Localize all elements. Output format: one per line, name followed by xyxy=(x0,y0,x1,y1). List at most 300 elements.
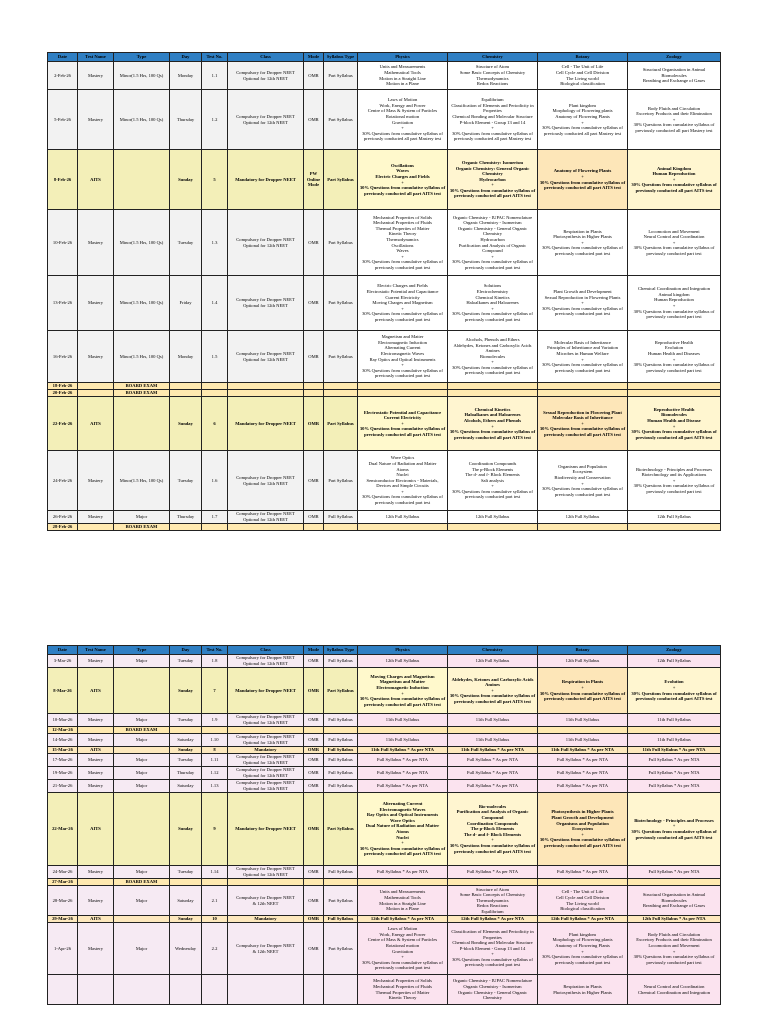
cell-botany xyxy=(538,524,628,531)
cell-mode: OMR xyxy=(304,866,324,879)
cell-type: Major xyxy=(114,886,170,916)
cell-day: Tuesday xyxy=(170,714,202,727)
cell-zoology: Neural Control and Coordination Chemical Coordination and Integration xyxy=(628,975,721,1005)
header-test-no: Test No. xyxy=(202,53,228,62)
cell-type: Major xyxy=(114,780,170,793)
cell-test-name xyxy=(78,383,114,390)
cell-class xyxy=(228,727,304,734)
cell-mode: OMR xyxy=(304,655,324,668)
cell-physics: Electrostatic Potential and Capacitance Current Electricity + 30% Questions from cumulative syllabus of previously conducted all part AITS test xyxy=(358,397,448,451)
cell-type: Minor(1.5 Hrs, 100 Qs) xyxy=(114,276,170,331)
cell-day: Tuesday xyxy=(170,210,202,276)
cell-test-no xyxy=(202,727,228,734)
cell-type xyxy=(114,747,170,754)
cell-test-no xyxy=(202,383,228,390)
cell-chemistry: 12th Full Syllabus xyxy=(448,511,538,524)
cell-test-name: AITS xyxy=(78,397,114,451)
header-zoology: Zoology xyxy=(628,646,721,655)
table-row xyxy=(48,390,721,397)
cell-day: Thursday xyxy=(170,90,202,150)
cell-mode xyxy=(304,524,324,531)
cell-day xyxy=(170,879,202,886)
cell-mode xyxy=(304,383,324,390)
cell-syllabus-type: Part Syllabus xyxy=(324,793,358,866)
cell-zoology: 12th Full Syllabus xyxy=(628,511,721,524)
schedule-table-february xyxy=(47,52,721,531)
cell-date: 12-Mar-26 xyxy=(48,727,78,734)
cell-mode: OMR xyxy=(304,210,324,276)
cell-test-name xyxy=(78,727,114,734)
cell-zoology: Body Fluids and Circulation Excretory Products and their Elimination + 30% Questions from cumulative syllabus of previously conducted all part Mastery test xyxy=(628,90,721,150)
cell-zoology: Animal Kingdom Human Reproduction + 30% Questions from cumulative syllabus of previously conducted all part AITS test xyxy=(628,150,721,210)
cell-chemistry: Chemical Kinetics Haloalkanes and Haloarenes Alcohols, Ethers and Phenols + 30% Questions from cumulative syllabus of previously conducted all part AITS test xyxy=(448,397,538,451)
cell-test-no: 8 xyxy=(202,747,228,754)
cell-test-no: 1.5 xyxy=(202,331,228,383)
cell-date: 27-Mar-26 xyxy=(48,879,78,886)
cell-botany: Organisms and Population Ecosystem Biodiversity and Conservation + 30% Questions from cumulative syllabus of previously conducted part test xyxy=(538,451,628,511)
cell-physics: Electric Charges and Fields Electrostatic Potential and Capacitance Current Electricity Moving Charges and Magnetism + 30% Questions from cumulative syllabus of previously conducted part test xyxy=(358,276,448,331)
cell-day xyxy=(170,727,202,734)
cell-botany xyxy=(538,390,628,397)
cell-syllabus-type: Part Syllabus xyxy=(324,886,358,916)
cell-type: Major xyxy=(114,655,170,668)
cell-physics: Full Syllabus * As per NTA xyxy=(358,780,448,793)
cell-zoology: Reproductive Health Evolution Human Health and Diseases + 30% Questions from cumulative syllabus of previously conducted part test xyxy=(628,331,721,383)
cell-test-no: 1.4 xyxy=(202,276,228,331)
header-syllabus-type: Syllabus Type xyxy=(324,53,358,62)
cell-type: Minor(1.5 Hrs, 100 Qs) xyxy=(114,62,170,90)
cell-botany: Respiration in Plants Photosynthesis in Higher Plants xyxy=(538,975,628,1005)
cell-mode xyxy=(304,390,324,397)
table-row xyxy=(48,397,721,451)
cell-botany: Respiration in Plants Photosynthesis in Higher Plants + 30% Questions from cumulative syllabus of previously conducted part test xyxy=(538,210,628,276)
cell-date: 5-Feb-26 xyxy=(48,90,78,150)
cell-day: Sunday xyxy=(170,793,202,866)
cell-test-name: Mastery xyxy=(78,62,114,90)
cell-class: Compulsory for Dropper NEET Optional for 12th NEET xyxy=(228,90,304,150)
cell-chemistry: Structure of Atom Some Basic Concepts of Chemistry Thermodynamics Redox Reactions xyxy=(448,62,538,90)
cell-test-name: Mastery xyxy=(78,451,114,511)
cell-test-no: 2.2 xyxy=(202,923,228,975)
table-row xyxy=(48,668,721,714)
cell-date: 28-Mar-26 xyxy=(48,886,78,916)
cell-class: Compulsory for Dropper NEET Optional for 12th NEET xyxy=(228,655,304,668)
cell-test-name: Mastery xyxy=(78,886,114,916)
cell-physics: 12th Full Syllabus * As per NTA xyxy=(358,916,448,923)
cell-day: Monday xyxy=(170,331,202,383)
cell-class: Compulsory for Dropper NEET Optional for 12th NEET xyxy=(228,511,304,524)
cell-botany: 12th Full Syllabus xyxy=(538,511,628,524)
cell-syllabus-type: Part Syllabus xyxy=(324,668,358,714)
cell-type: BOARD EXAM xyxy=(114,390,170,397)
cell-date: 10-Mar-26 xyxy=(48,714,78,727)
cell-date: 24-Feb-26 xyxy=(48,451,78,511)
cell-test-no: 1.7 xyxy=(202,511,228,524)
cell-chemistry xyxy=(448,390,538,397)
cell-botany: Full Syllabus * As per NTA xyxy=(538,767,628,780)
cell-day: Wednesday xyxy=(170,923,202,975)
table-row xyxy=(48,793,721,866)
header-botany: Botany xyxy=(538,646,628,655)
cell-test-no: 1.12 xyxy=(202,767,228,780)
cell-chemistry xyxy=(448,727,538,734)
cell-zoology: 11th Full Syllabus * As per NTA xyxy=(628,747,721,754)
cell-mode: OMR xyxy=(304,331,324,383)
cell-botany: 11th Full Syllabus xyxy=(538,714,628,727)
cell-test-name: Mastery xyxy=(78,276,114,331)
cell-mode: OMR xyxy=(304,754,324,767)
cell-physics: Moving Charges and Magnetism Magnetism and Matter Electromagnetic Induction + 30% Questions from cumulative syllabus of previously conducted all part AITS test xyxy=(358,668,448,714)
cell-test-name: AITS xyxy=(78,668,114,714)
cell-day: Tuesday xyxy=(170,866,202,879)
cell-botany: Plant kingdom Morphology of Flowering plants Anatomy of Flowering Plants + 30% Questions from cumulative syllabus of previously conducted part test xyxy=(538,923,628,975)
cell-chemistry: Full Syllabus * As per NTA xyxy=(448,754,538,767)
cell-test-no: 1.13 xyxy=(202,780,228,793)
cell-physics: 11th Full Syllabus * As per NTA xyxy=(358,747,448,754)
cell-type: Major xyxy=(114,923,170,975)
cell-physics xyxy=(358,524,448,531)
cell-botany xyxy=(538,727,628,734)
cell-mode: OMR xyxy=(304,780,324,793)
cell-syllabus-type: Part Syllabus xyxy=(324,331,358,383)
header-physics: Physics xyxy=(358,646,448,655)
table-body-1 xyxy=(48,62,721,531)
cell-chemistry: Aldehydes, Ketones and Carboxylic Acids Amines + 30% Questions from cumulative syllabus of previously conducted all part AITS test xyxy=(448,668,538,714)
cell-botany: Photosynthesis in Higher Plants Plant Growth and Development Organisms and Population Ecosystem + 30% Questions from cumulative syllabus of previously conducted all part AITS test xyxy=(538,793,628,866)
cell-zoology: Full Syllabus * As per NTA xyxy=(628,754,721,767)
cell-syllabus-type: Part Syllabus xyxy=(324,150,358,210)
table-row xyxy=(48,383,721,390)
table-row xyxy=(48,524,721,531)
cell-botany: Sexual Reproduction in Flowering Plant Molecular Basis of Inheritance + 30% Questions from cumulative syllabus of previously conducted all part AITS test xyxy=(538,397,628,451)
cell-class: Mandatory for Dropper NEET xyxy=(228,668,304,714)
cell-type xyxy=(114,793,170,866)
table-row xyxy=(48,886,721,916)
cell-chemistry xyxy=(448,879,538,886)
header-mode: Mode xyxy=(304,53,324,62)
cell-physics xyxy=(358,383,448,390)
cell-syllabus-type: Full Syllabus xyxy=(324,754,358,767)
cell-chemistry: Organic Chemistry: Isomerism Organic Chemistry: General Organic Chemistry Hydrocarbon + 30% Questions from cumulative syllabus of previously conducted all part AITS test xyxy=(448,150,538,210)
cell-class: Compulsory for Dropper NEET Optional for 12th NEET xyxy=(228,767,304,780)
header-botany: Botany xyxy=(538,53,628,62)
cell-date: 21-Mar-26 xyxy=(48,780,78,793)
cell-zoology: Evolution + 30% Questions from cumulative syllabus of previously conducted all part AITS test xyxy=(628,668,721,714)
cell-type: Major xyxy=(114,511,170,524)
cell-mode xyxy=(304,727,324,734)
cell-date: 15-Mar-26 xyxy=(48,747,78,754)
cell-botany: 11th Full Syllabus * As per NTA xyxy=(538,747,628,754)
cell-syllabus-type: Full Syllabus xyxy=(324,747,358,754)
cell-test-name: Mastery xyxy=(78,866,114,879)
table-body-2 xyxy=(48,655,721,1005)
cell-physics: 11th Full Syllabus xyxy=(358,714,448,727)
cell-date: 16-Feb-26 xyxy=(48,331,78,383)
cell-botany: Molecular Basis of Inheritance Principles of Inheritance and Variation Microbes in Human Welfare + 30% Questions from cumulative syllabus of previously conducted part test xyxy=(538,331,628,383)
cell-zoology xyxy=(628,727,721,734)
cell-day: Thursday xyxy=(170,767,202,780)
cell-zoology: 11th Full Syllabus xyxy=(628,734,721,747)
cell-test-name: Mastery xyxy=(78,90,114,150)
cell-test-no: 1.8 xyxy=(202,655,228,668)
cell-test-name: AITS xyxy=(78,150,114,210)
cell-mode: OMR xyxy=(304,714,324,727)
cell-test-no xyxy=(202,524,228,531)
table-row xyxy=(48,975,721,1005)
cell-zoology: Locomotion and Movement Neural Control and Coordination + 30% Questions from cumulative syllabus of previously conducted part test xyxy=(628,210,721,276)
cell-zoology xyxy=(628,524,721,531)
cell-syllabus-type: Full Syllabus xyxy=(324,767,358,780)
cell-date: 28-Feb-26 xyxy=(48,524,78,531)
cell-day: Saturday xyxy=(170,734,202,747)
cell-zoology: Body Fluids and Circulation Excretory Products and their Elimination Locomotion and Movement + 30% Questions from cumulative syllabus of previously conducted part test xyxy=(628,923,721,975)
cell-chemistry: Full Syllabus * As per NTA xyxy=(448,780,538,793)
cell-day: Tuesday xyxy=(170,655,202,668)
cell-mode: OMR xyxy=(304,734,324,747)
cell-syllabus-type: Part Syllabus xyxy=(324,276,358,331)
table-row xyxy=(48,90,721,150)
cell-test-name: Mastery xyxy=(78,734,114,747)
cell-mode xyxy=(304,879,324,886)
cell-test-name: Mastery xyxy=(78,331,114,383)
cell-chemistry: Equilibrium Classification of Elements and Periodicity in Properties Chemical Bonding and Molecular Structure P-block Element - Group 13 and 14 + 30% Questions from cumulative syllabus of previously conducted all part Mastery test xyxy=(448,90,538,150)
cell-type: Major xyxy=(114,754,170,767)
cell-syllabus-type: Full Syllabus xyxy=(324,714,358,727)
cell-botany: Cell - The Unit of Life Cell Cycle and Cell Division The Living world Biological classification xyxy=(538,886,628,916)
cell-class: Compulsory for Dropper NEET Optional for 12th NEET xyxy=(228,210,304,276)
cell-test-name: Mastery xyxy=(78,767,114,780)
cell-test-name: Mastery xyxy=(78,511,114,524)
cell-mode: OMR xyxy=(304,923,324,975)
cell-chemistry: Solutions Electrochemistry Chemical Kinetics Haloalkanes and Haloarenes + 30% Questions from cumulative syllabus of previously conducted part test xyxy=(448,276,538,331)
table-row xyxy=(48,916,721,923)
cell-chemistry xyxy=(448,524,538,531)
cell-test-name xyxy=(78,390,114,397)
cell-date: 24-Mar-26 xyxy=(48,866,78,879)
cell-physics: Mechanical Properties of Solids Mechanical Properties of Fluids Thermal Properties of Matter Kinetic Theory Thermodynamics Oscillations Waves + 30% Questions from cumulative syllabus of previously conducted part test xyxy=(358,210,448,276)
cell-date: 2-Feb-26 xyxy=(48,62,78,90)
cell-syllabus-type: Part Syllabus xyxy=(324,62,358,90)
cell-test-no: 1.6 xyxy=(202,451,228,511)
header-zoology: Zoology xyxy=(628,53,721,62)
cell-chemistry: Bio-molecules Purification and Analysis of Organic Compound Coordination Compounds The p-Block Elements The d- and f- Block Elements + 30% Questions from cumulative syllabus of previously conducted all part AITS test xyxy=(448,793,538,866)
cell-zoology: 11th Full Syllabus xyxy=(628,714,721,727)
cell-chemistry: Full Syllabus * As per NTA xyxy=(448,767,538,780)
cell-botany: Anatomy of Flowering Plants + 30% Questions from cumulative syllabus of previously conducted all part AITS test xyxy=(538,150,628,210)
cell-test-no: 1.10 xyxy=(202,734,228,747)
cell-physics: Full Syllabus * As per NTA xyxy=(358,754,448,767)
cell-test-no: 1.14 xyxy=(202,866,228,879)
cell-chemistry: Organic Chemistry - IUPAC Nomenclature Organic Chemistry - Isomerism Organic Chemistry - General Organic Chemistry xyxy=(448,975,538,1005)
table-row xyxy=(48,331,721,383)
cell-class xyxy=(228,524,304,531)
cell-test-no: 1.9 xyxy=(202,714,228,727)
cell-mode xyxy=(304,975,324,1005)
cell-test-name: AITS xyxy=(78,747,114,754)
cell-syllabus-type: Full Syllabus xyxy=(324,866,358,879)
cell-test-name: AITS xyxy=(78,916,114,923)
cell-botany: 12th Full Syllabus * As per NTA xyxy=(538,916,628,923)
cell-chemistry: 11th Full Syllabus xyxy=(448,734,538,747)
cell-class: Compulsory for Dropper NEET Optional for 12th NEET xyxy=(228,451,304,511)
table-row xyxy=(48,714,721,727)
table-row xyxy=(48,62,721,90)
table-row xyxy=(48,754,721,767)
cell-physics: Oscillations Waves Electric Charges and Fields + 30% Questions from cumulative syllabus of previously conducted all part AITS test xyxy=(358,150,448,210)
cell-class: Compulsory for Dropper NEET Optional for 12th NEET xyxy=(228,734,304,747)
cell-day xyxy=(170,975,202,1005)
header-class: Class xyxy=(228,646,304,655)
cell-type: Minor(1.5 Hrs, 100 Qs) xyxy=(114,451,170,511)
cell-type: Minor(1.5 Hrs, 100 Qs) xyxy=(114,90,170,150)
cell-day: Sunday xyxy=(170,747,202,754)
cell-chemistry: Structure of Atom Some Basic Concepts of Chemistry Thermodynamics Redox Reactions Equilibrium xyxy=(448,886,538,916)
cell-zoology: Structural Organisation in Animal Biomolecules Breathing and Exchange of Gases xyxy=(628,62,721,90)
schedule-table-march xyxy=(47,645,721,1005)
cell-date: 10-Feb-26 xyxy=(48,210,78,276)
header-date: Date xyxy=(48,646,78,655)
cell-test-no: 1.11 xyxy=(202,754,228,767)
cell-chemistry: Alcohols, Phenols and Ethers Aldehydes, Ketones and Carboxylic Acids Amines Biomolecules + 30% Questions from cumulative syllabus of previously conducted part test xyxy=(448,331,538,383)
cell-class: Compulsory for Dropper NEET Optional for 12th NEET xyxy=(228,780,304,793)
cell-syllabus-type xyxy=(324,727,358,734)
cell-type: Minor(1.5 Hrs, 100 Qs) xyxy=(114,210,170,276)
cell-day: Monday xyxy=(170,62,202,90)
cell-day: Thursday xyxy=(170,511,202,524)
cell-syllabus-type: Part Syllabus xyxy=(324,210,358,276)
cell-class: Compulsory for Dropper NEET Optional for 12th NEET xyxy=(228,754,304,767)
header-day: Day xyxy=(170,646,202,655)
cell-physics xyxy=(358,727,448,734)
cell-date: 19-Mar-26 xyxy=(48,767,78,780)
cell-syllabus-type: Part Syllabus xyxy=(324,397,358,451)
cell-test-no: 1.3 xyxy=(202,210,228,276)
cell-date: 3-Mar-26 xyxy=(48,655,78,668)
header-test-name: Test Name xyxy=(78,646,114,655)
cell-physics: 11th Full Syllabus xyxy=(358,734,448,747)
cell-test-name: Mastery xyxy=(78,780,114,793)
cell-date: 22-Feb-26 xyxy=(48,397,78,451)
header-type: Type xyxy=(114,646,170,655)
header-day: Day xyxy=(170,53,202,62)
header-physics: Physics xyxy=(358,53,448,62)
cell-test-no: 2.1 xyxy=(202,886,228,916)
cell-test-no: 1.1 xyxy=(202,62,228,90)
cell-botany: Full Syllabus * As per NTA xyxy=(538,780,628,793)
cell-mode: OMR xyxy=(304,916,324,923)
cell-day xyxy=(170,390,202,397)
cell-zoology: 12th Full Syllabus * As per NTA xyxy=(628,916,721,923)
cell-class: Compulsory for Dropper NEET Optional for 12th NEET xyxy=(228,276,304,331)
cell-syllabus-type xyxy=(324,390,358,397)
cell-physics: Laws of Motion Work, Energy and Power Centre of Mass & System of Particles Rotational motion Gravitation + 30% Questions from cumulative syllabus of previously conducted part test xyxy=(358,923,448,975)
cell-test-no: 5 xyxy=(202,150,228,210)
table-row xyxy=(48,451,721,511)
table-row xyxy=(48,210,721,276)
cell-syllabus-type xyxy=(324,879,358,886)
cell-class: Compulsory for Dropper NEET Optional for 12th NEET xyxy=(228,62,304,90)
cell-syllabus-type xyxy=(324,524,358,531)
cell-zoology xyxy=(628,879,721,886)
cell-chemistry: Full Syllabus * As per NTA xyxy=(448,866,538,879)
cell-physics: Laws of Motion Work, Energy and Power Centre of Mass & System of Particles Rotational motion Gravitation + 30% Questions from cumulative syllabus of previously conducted all part Mastery test xyxy=(358,90,448,150)
cell-day xyxy=(170,524,202,531)
cell-mode: OMR xyxy=(304,511,324,524)
header-chemistry: Chemistry xyxy=(448,646,538,655)
header-test-name: Test Name xyxy=(78,53,114,62)
cell-physics: 12th Full Syllabus xyxy=(358,511,448,524)
cell-class xyxy=(228,383,304,390)
cell-class: Mandatory for Dropper NEET xyxy=(228,397,304,451)
cell-class: Compulsory for Dropper NEET & 12th NEET xyxy=(228,886,304,916)
cell-botany: Full Syllabus * As per NTA xyxy=(538,866,628,879)
cell-zoology: Biotechnology - Principles and Processes Biotechnology and its Applications + 30% Questions from cumulative syllabus of previously conducted part test xyxy=(628,451,721,511)
cell-day: Saturday xyxy=(170,780,202,793)
cell-day: Sunday xyxy=(170,916,202,923)
cell-type xyxy=(114,397,170,451)
cell-chemistry xyxy=(448,383,538,390)
cell-date: 1-Apr-26 xyxy=(48,923,78,975)
table-row xyxy=(48,655,721,668)
cell-date: 8-Feb-26 xyxy=(48,150,78,210)
cell-physics: Alternating Current Electromagnetic Waves Ray Optics and Optical Instruments Wave Optics Dual Nature of Radiation and Matter Atoms Nuclei + 30% Questions from cumulative syllabus of previously conducted all part AITS test xyxy=(358,793,448,866)
table-row xyxy=(48,150,721,210)
cell-zoology: 12th Full Syllabus xyxy=(628,655,721,668)
cell-date: 22-Mar-26 xyxy=(48,793,78,866)
cell-day: Tuesday xyxy=(170,451,202,511)
table-row xyxy=(48,276,721,331)
cell-chemistry: Organic Chemistry - IUPAC Nomenclature Organic Chemistry - Isomerism Organic Chemistry - General Organic Chemistry Hydrocarbon Purification and Analysis of Organic Compound + 30% Questions from cumulative syllabus of previously conducted part test xyxy=(448,210,538,276)
cell-mode: OMR xyxy=(304,886,324,916)
table-row xyxy=(48,511,721,524)
cell-botany: Plant Growth and Development Sexual Reproduction in Flowering Plants + 30% Questions from cumulative syllabus of previously conducted part test xyxy=(538,276,628,331)
cell-syllabus-type: Part Syllabus xyxy=(324,923,358,975)
cell-physics: Wave Optics Dual Nature of Radiation and Matter Atoms Nuclei Semiconductor Electronics - Materials, Devices and Simple Circuits + 30% Questions from cumulative syllabus of previously conducted part test xyxy=(358,451,448,511)
cell-date: 29-Mar-26 xyxy=(48,916,78,923)
cell-class: Mandatory for Dropper NEET xyxy=(228,150,304,210)
cell-class: Compulsory for Dropper NEET & 12th NEET xyxy=(228,923,304,975)
cell-botany xyxy=(538,383,628,390)
cell-class: Compulsory for Dropper NEET Optional for 12th NEET xyxy=(228,331,304,383)
cell-zoology: Reproductive Health Biomolecules Human Health and Disease + 30% Questions from cumulative syllabus of previously conducted all part AITS test xyxy=(628,397,721,451)
cell-physics: Mechanical Properties of Solids Mechanical Properties of Fluids Thermal Properties of Matter Kinetic Theory xyxy=(358,975,448,1005)
header-type: Type xyxy=(114,53,170,62)
header-date: Date xyxy=(48,53,78,62)
cell-test-no: 7 xyxy=(202,668,228,714)
cell-day: Sunday xyxy=(170,397,202,451)
cell-date: 26-Feb-26 xyxy=(48,511,78,524)
cell-syllabus-type: Full Syllabus xyxy=(324,780,358,793)
cell-test-name: Mastery xyxy=(78,754,114,767)
cell-test-no xyxy=(202,390,228,397)
cell-class xyxy=(228,879,304,886)
cell-syllabus-type xyxy=(324,383,358,390)
cell-zoology: Biotechnology - Principles and Processes + 30% Questions from cumulative syllabus of previously conducted all part AITS test xyxy=(628,793,721,866)
cell-botany: 12th Full Syllabus xyxy=(538,655,628,668)
cell-mode: OMR xyxy=(304,62,324,90)
cell-botany: Full Syllabus * As per NTA xyxy=(538,754,628,767)
cell-zoology xyxy=(628,383,721,390)
cell-botany: 11th Full Syllabus xyxy=(538,734,628,747)
cell-type: BOARD EXAM xyxy=(114,879,170,886)
cell-botany: Respiration in Plants + 30% Questions from cumulative syllabus of previously conducted all part AITS test xyxy=(538,668,628,714)
table-row xyxy=(48,879,721,886)
cell-mode: OMR xyxy=(304,90,324,150)
cell-physics: 12th Full Syllabus xyxy=(358,655,448,668)
cell-zoology: Full Syllabus * As per NTA xyxy=(628,767,721,780)
header-class: Class xyxy=(228,53,304,62)
cell-mode: OMR xyxy=(304,767,324,780)
